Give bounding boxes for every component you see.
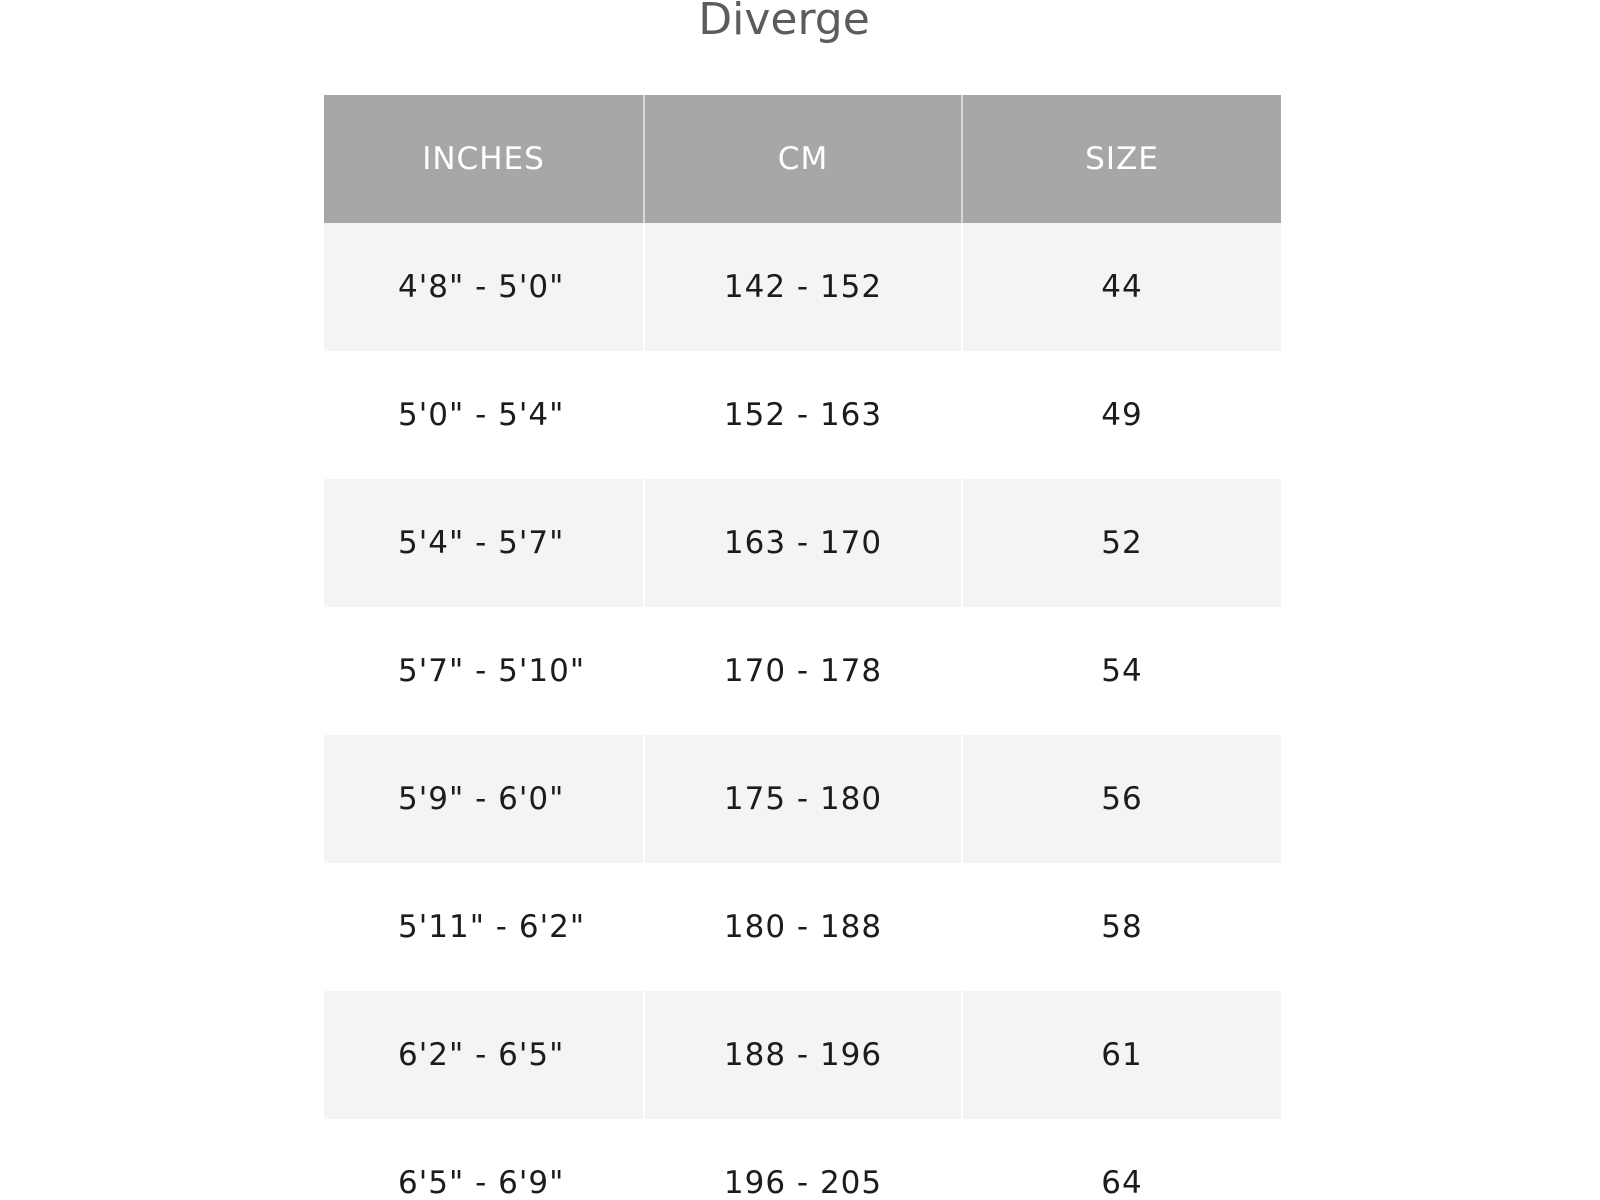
table-row xyxy=(324,351,1281,479)
cm-cell: 175 - 180 xyxy=(644,735,962,863)
size-cell: 58 xyxy=(962,863,1281,991)
inches-cell: 5'4" - 5'7" xyxy=(324,479,644,607)
cm-cell: 163 - 170 xyxy=(644,479,962,607)
cm-cell: 142 - 152 xyxy=(644,223,962,351)
table-row xyxy=(324,607,1281,735)
cm-cell: 180 - 188 xyxy=(644,863,962,991)
table-header-row xyxy=(324,95,1281,223)
inches-cell: 6'2" - 6'5" xyxy=(324,991,644,1119)
size-chart-table xyxy=(324,95,1281,1200)
inches-cell: 5'9" - 6'0" xyxy=(324,735,644,863)
size-cell: 61 xyxy=(962,991,1281,1119)
table-row xyxy=(324,735,1281,863)
column-header-cm: CM xyxy=(644,95,962,223)
cm-cell: 196 - 205 xyxy=(644,1119,962,1200)
column-header-size: SIZE xyxy=(962,95,1281,223)
inches-cell: 5'11" - 6'2" xyxy=(324,863,644,991)
inches-cell: 6'5" - 6'9" xyxy=(324,1119,644,1200)
cm-cell: 188 - 196 xyxy=(644,991,962,1119)
table-row xyxy=(324,223,1281,351)
inches-cell: 5'7" - 5'10" xyxy=(324,607,644,735)
table-row xyxy=(324,863,1281,991)
table-row xyxy=(324,991,1281,1119)
inches-cell: 5'0" - 5'4" xyxy=(324,351,644,479)
size-cell: 49 xyxy=(962,351,1281,479)
table-row xyxy=(324,479,1281,607)
page-title: Diverge xyxy=(698,0,870,45)
cm-cell: 152 - 163 xyxy=(644,351,962,479)
size-cell: 56 xyxy=(962,735,1281,863)
size-cell: 54 xyxy=(962,607,1281,735)
inches-cell: 4'8" - 5'0" xyxy=(324,223,644,351)
size-cell: 44 xyxy=(962,223,1281,351)
table-row xyxy=(324,1119,1281,1200)
size-cell: 52 xyxy=(962,479,1281,607)
cm-cell: 170 - 178 xyxy=(644,607,962,735)
column-header-inches: INCHES xyxy=(324,95,644,223)
size-cell: 64 xyxy=(962,1119,1281,1200)
